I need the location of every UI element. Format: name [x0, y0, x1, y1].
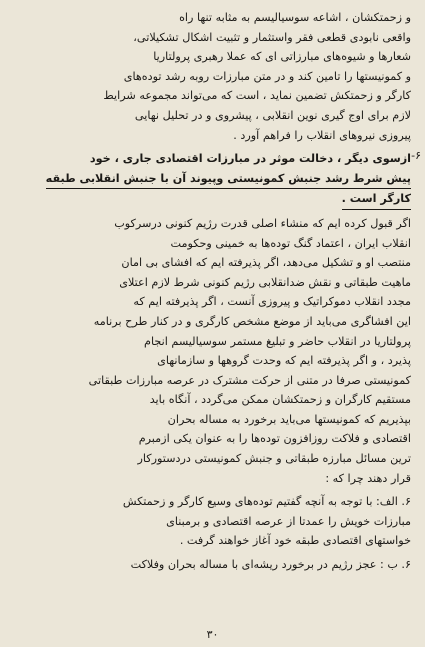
text-line-underlined	[12, 189, 411, 210]
text-line: مستقیم کارگران و زحمتکشان ممکن می‌گردد ، آنگاه باید	[149, 393, 411, 407]
text-line: و زحمتکشان ، اشاعه سوسیالیسم به مثابه تنها راه	[179, 11, 411, 24]
text-line-underlined	[12, 169, 411, 190]
text-line: لازم برای اوج گیری نوین انقلابی ، پیشروی و در تحلیل نهایی	[134, 108, 411, 122]
text-line: شعارها و شیوه‌های مبارزاتی ای که عملا رهبری پرولتاریا	[153, 50, 411, 64]
paragraph-intro	[12, 8, 411, 145]
text-line: کارگر و زحمتکش تضمین نماید ، است که می‌تواند مجموعه شرایط	[103, 89, 411, 103]
text-line: ۶. الف: با توجه به آنچه گفتیم توده‌های وسیع کارگر و زحمتکش	[122, 495, 411, 509]
text-line: کمونیستی صرفا در متنی از حرکت مشترک در عرصه مبارزات طبقاتی	[88, 373, 411, 387]
item-number: ۶-	[411, 149, 421, 163]
text-line: ترین مسائل مبارزه طبقاتی و جنبش کمونیستی دردستورکار	[137, 452, 411, 466]
text-line: ماهیت طبقاتی و نقش ضدانقلابی رژیم کنونی شرط لازم اعتلای	[119, 275, 411, 289]
text-line: ۶. ب : عجز رژیم در برخورد ریشه‌ای با مساله بحران وفلاکت	[130, 558, 411, 572]
text-line: واقعی نابودی قطعی فقر واستثمار و تثبیت اشکال تشکیلاتی،	[133, 30, 411, 44]
text-line: پذیرد ، و اگر پذیرفته ایم که وحدت گروهها و سازمانهای	[157, 354, 411, 368]
text-line: قرار دهند چرا که :	[325, 471, 411, 485]
paragraph-item-6a	[12, 492, 411, 551]
text-line: پیروزی نیروهای انقلاب را فراهم آورد .	[233, 128, 411, 142]
underlined-text: پیش شرط رشد جنبش کمونیستی وپیوند آن با جنبش انقلابی طبقه	[46, 169, 411, 190]
paragraph-argument	[12, 214, 411, 488]
underlined-text: کارگر است .	[342, 189, 411, 210]
text-line: اگر قبول کرده ایم که منشاء اصلی قدرت رژیم کنونی درسرکوب	[114, 216, 411, 230]
text-line: بپذیریم که کمونیستها می‌باید برخورد به مساله بحران	[167, 412, 411, 426]
text-line: ازسوی دیگر ، دخالت موثر در مبارزات اقتصادی جاری ، خود	[89, 152, 411, 166]
paragraph-emphasized	[12, 149, 411, 210]
page-number: ۳۰	[206, 628, 219, 641]
text-line: انقلاب ایران ، اعتماد گنگ توده‌ها به خمینی وحکومت	[170, 236, 411, 250]
text-line: خواستهای اقتصادی طبقه خود آغاز خواهند گرفت .	[179, 534, 411, 548]
text-line: این افشاگری می‌باید از موضع مشخص کارگری و در کنار طرح برنامه	[93, 314, 411, 328]
numbered-item-6	[12, 149, 421, 210]
text-line: مبارزات خویش را عمدتا از عرصه اقتصادی و برمبنای	[166, 514, 411, 528]
paragraph-item-6b	[12, 555, 411, 575]
text-line: مجدد انقلاب دموکراتیک و پیروزی آنست ، اگر پذیرفته ایم که	[133, 295, 411, 309]
text-line: اقتصادی و فلاکت روزافزون توده‌ها را به عنوان یکی ازمبرم	[138, 432, 411, 446]
text-line: منتصب او و تشکیل می‌دهد، اگر پذیرفته ایم که افشای بی امان	[121, 256, 411, 270]
text-line: و کمونیستها را تامین کند و در متن مبارزات روبه رشد توده‌های	[123, 69, 411, 83]
text-line: پرولتاریا در انقلاب حاضر و تبلیغ مستمر سوسیالیسم انجام	[144, 334, 411, 348]
